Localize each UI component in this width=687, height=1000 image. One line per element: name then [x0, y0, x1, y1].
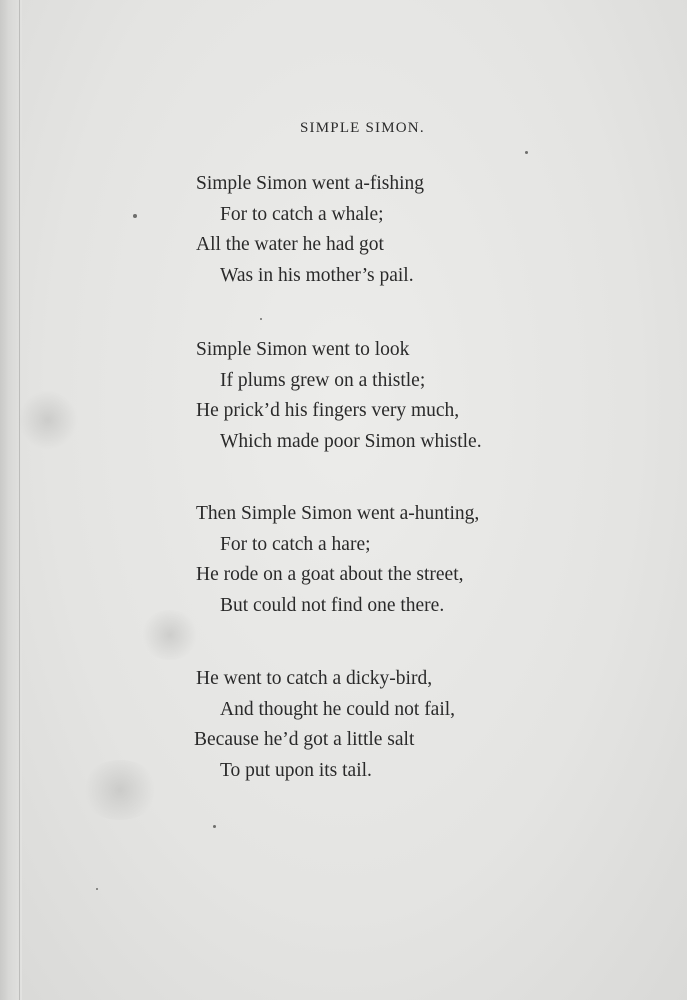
poem-line: He rode on a goat about the street, [196, 564, 464, 585]
poem-stanza-3 [196, 499, 616, 621]
poem-line: Because he’d got a little salt [194, 729, 415, 750]
poem-line: But could not find one there. [220, 594, 445, 616]
poem-line: To put upon its tail. [220, 759, 372, 781]
poem-line: He prick’d his fingers very much, [196, 400, 460, 421]
poem-line: All the water he had got [196, 234, 384, 255]
paper-speck [213, 825, 216, 828]
page-title: SIMPLE SIMON. [300, 120, 425, 136]
poem-line: Simple Simon went a-fishing [196, 173, 425, 194]
page-binding-edge [0, 0, 22, 1000]
poem-line: For to catch a hare; [220, 533, 371, 555]
paper-stain [18, 390, 78, 450]
poem-line: He went to catch a dicky-bird, [196, 668, 433, 689]
poem-line: Was in his mother’s pail. [220, 264, 414, 286]
poem-line: Simple Simon went to look [196, 339, 410, 360]
poem-line: Which made poor Simon whistle. [220, 430, 482, 452]
poem-line: If plums grew on a thistle; [220, 369, 426, 391]
paper-stain [80, 760, 160, 820]
paper-speck [133, 214, 137, 218]
poem-stanza-2 [196, 335, 616, 457]
paper-speck [525, 151, 528, 154]
paper-stain [140, 610, 200, 660]
poem-stanza-4 [196, 664, 616, 786]
poem-stanza-1 [196, 169, 616, 291]
paper-speck [96, 888, 98, 890]
paper-speck [260, 318, 262, 320]
poem-line: Then Simple Simon went a-hunting, [196, 503, 480, 524]
poem-line: For to catch a whale; [220, 203, 384, 225]
poem-line: And thought he could not fail, [220, 698, 456, 720]
